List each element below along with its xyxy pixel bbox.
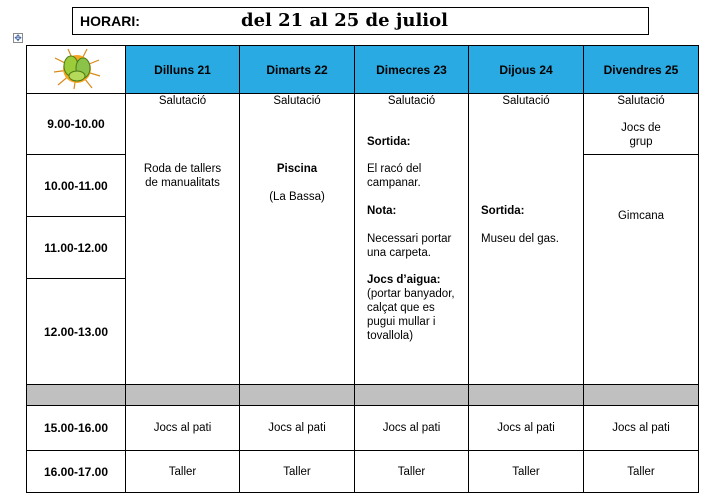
afternoon-1-monday: Jocs al pati [153, 422, 212, 434]
lunch-break-band [27, 385, 698, 405]
header-date-range: del 21 al 25 de juliol [241, 10, 448, 31]
header-label: HORARI: [80, 13, 140, 29]
wednesday-nota-label: Nota: [367, 205, 397, 217]
afternoon-2-friday: Taller [627, 466, 655, 478]
grid-line [26, 45, 699, 46]
table-move-handle-icon[interactable]: ✥ [14, 33, 22, 43]
wednesday-sortida-label: Sortida: [367, 136, 411, 148]
greeting-friday: Salutació [617, 95, 665, 107]
schedule-header [72, 7, 649, 35]
grid-line [583, 154, 699, 155]
day-header-thursday: Dijous 24 [469, 46, 583, 93]
grid-line [698, 45, 699, 493]
day-header-monday: Dilluns 21 [126, 46, 239, 93]
fruit-logo-icon [52, 48, 102, 90]
greeting-tuesday: Salutació [273, 95, 321, 107]
thursday-sortida-label: Sortida: [481, 205, 525, 217]
time-slot-2: 10.00-11.00 [44, 178, 108, 193]
monday-activity: Roda de tallers de manualitats [143, 163, 222, 189]
day-header-tuesday: Dimarts 22 [240, 46, 354, 93]
grid-line [26, 405, 699, 406]
afternoon-1-wednesday: Jocs al pati [382, 422, 441, 434]
time-slot-6: 16.00-17.00 [43, 464, 109, 479]
friday-late-activity: Gimcana [617, 210, 665, 222]
thursday-sortida-text: Museu del gas. [481, 233, 559, 245]
greeting-thursday: Salutació [502, 95, 550, 107]
friday-morning-activity: Jocs de grup [621, 122, 661, 148]
wednesday-sortida-text: El racó del campanar. [367, 163, 422, 189]
wednesday-nota-text: Necessari portar una carpeta. [367, 233, 452, 259]
wednesday-jocs-text: (portar banyador, calçat que es pugui mullar i tovallola) [367, 288, 455, 342]
afternoon-2-thursday: Taller [512, 466, 540, 478]
time-slot-4: 12.00-13.00 [43, 324, 109, 339]
grid-line [26, 492, 699, 493]
greeting-wednesday: Salutació [387, 95, 436, 107]
grid-line [26, 450, 699, 451]
time-slot-5: 15.00-16.00 [43, 421, 109, 435]
wednesday-jocs-label: Jocs d’aigua: [367, 274, 441, 286]
grid-line [26, 384, 699, 385]
afternoon-2-tuesday: Taller [283, 466, 311, 478]
afternoon-1-friday: Jocs al pati [612, 422, 670, 434]
afternoon-1-tuesday: Jocs al pati [268, 422, 326, 434]
tuesday-activity-place: (La Bassa) [269, 191, 325, 203]
time-slot-1: 9.00-10.00 [47, 117, 105, 131]
tuesday-activity-title: Piscina [276, 163, 318, 175]
day-header-friday: Divendres 25 [584, 46, 698, 93]
greeting-monday: Salutació [158, 95, 207, 107]
day-header-wednesday: Dimecres 23 [355, 46, 468, 93]
afternoon-1-thursday: Jocs al pati [497, 422, 555, 434]
time-slot-3: 11.00-12.00 [44, 240, 108, 255]
afternoon-2-monday: Taller [168, 466, 197, 478]
afternoon-2-wednesday: Taller [397, 466, 426, 478]
